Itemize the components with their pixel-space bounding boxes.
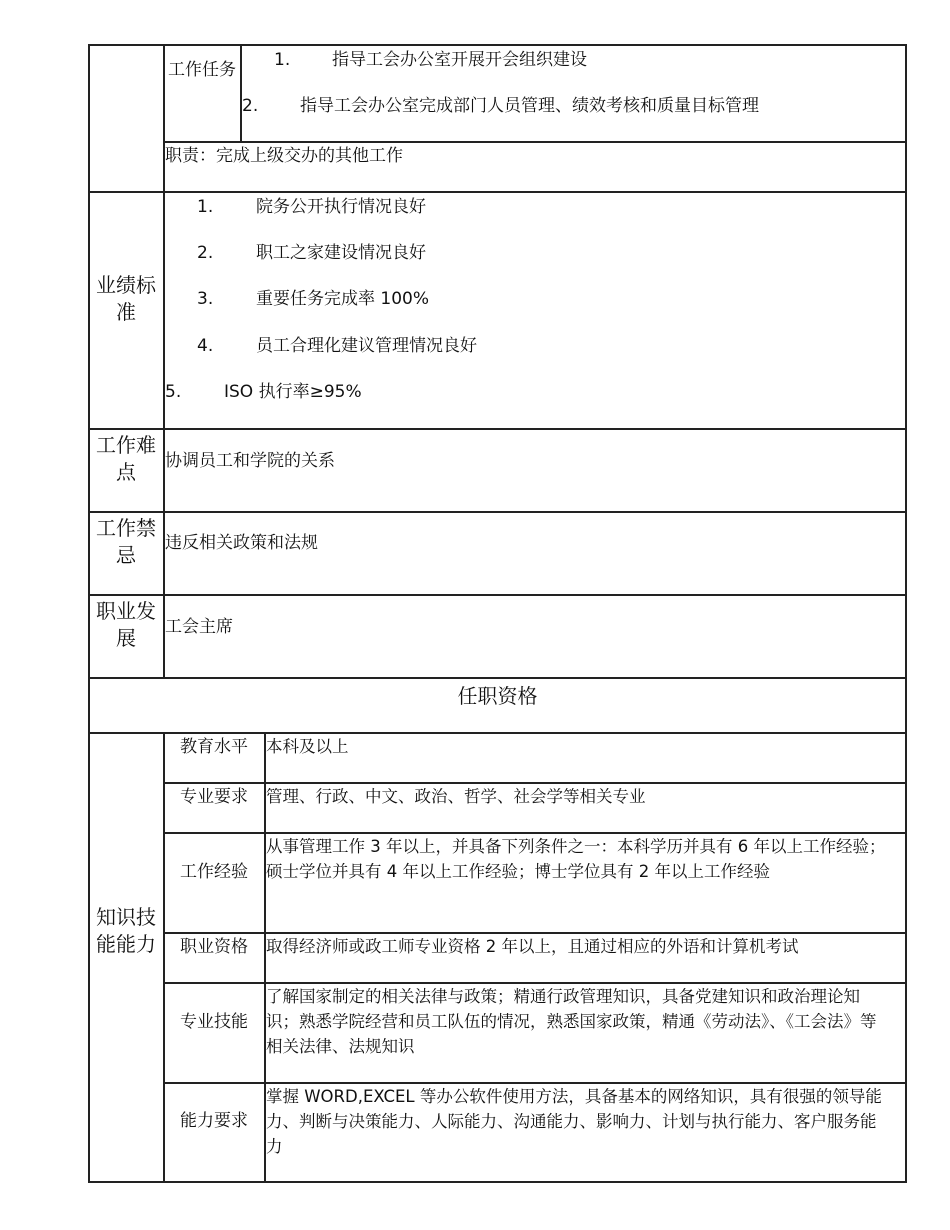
- performance-item-2-text: 职工之家建设情况良好: [256, 243, 426, 263]
- task-item-2-text: 指导工会办公室完成部门人员管理、绩效考核和质量目标管理: [300, 96, 759, 116]
- difficulty-label: [96, 432, 156, 486]
- qualification-value-education: 本科及以上: [266, 737, 349, 756]
- qualification-label-abilities: 能力要求: [180, 1111, 248, 1131]
- qualification-label-education: 教育水平: [180, 737, 248, 757]
- task-item-1-text: 指导工会办公室开展开会组织建设: [332, 50, 587, 70]
- prohibition-text: 违反相关政策和法规: [165, 533, 318, 553]
- task-item-1: [274, 49, 587, 71]
- performance-item-4-text: 员工合理化建议管理情况良好: [256, 336, 477, 356]
- performance-item-3-number: 3.: [197, 289, 214, 309]
- other-duty: 职责：完成上级交办的其他工作: [165, 146, 403, 166]
- qualifications-title: 任职资格: [457, 684, 538, 708]
- performance-item-1-number: 1.: [197, 197, 214, 217]
- performance-item-3: [197, 288, 429, 310]
- performance-item-3-text: 重要任务完成率 100%: [256, 289, 430, 309]
- qualification-label-major: 专业要求: [180, 787, 248, 807]
- difficulty-label-text: 工作难点: [96, 433, 156, 484]
- performance-item-5-text: ISO 执行率≥95%: [224, 382, 362, 402]
- prohibition-label: [96, 515, 156, 569]
- task-item-2-number: 2.: [242, 96, 259, 116]
- performance-item-1-text: 院务公开执行情况良好: [256, 197, 426, 217]
- qualification-label-skills: 专业技能: [180, 1012, 248, 1032]
- qualification-value-experience: 从事管理工作 3 年以上，并具备下列条件之一：本科学历并具有 6 年以上工作经验；硕士学位并具有 4 年以上工作经验；博士学位具有 2 年以上工作经验: [266, 837, 886, 881]
- task-label: [165, 58, 239, 82]
- performance-item-2: [197, 242, 426, 264]
- career-text: 工会主席: [165, 617, 233, 637]
- qualification-label-experience: 工作经验: [180, 862, 248, 882]
- qualification-value-certification: 取得经济师或政工师专业资格 2 年以上，且通过相应的外语和计算机考试: [266, 937, 799, 956]
- task-item-1-number: 1.: [274, 50, 291, 70]
- task-label-text: 工作任务: [168, 60, 236, 80]
- qualification-value-skills: 了解国家制定的相关法律与政策；精通行政管理知识，具备党建知识和政治理论知识；熟悉学院经营和员工队伍的情况，熟悉国家政策，精通《劳动法》、《工会法》等相关法律、法规知识: [266, 987, 877, 1056]
- performance-item-4: [197, 335, 477, 357]
- performance-item-4-number: 4.: [197, 336, 214, 356]
- performance-item-2-number: 2.: [197, 243, 214, 263]
- performance-label-text: 业绩标准: [96, 273, 156, 324]
- prohibition-label-text: 工作禁忌: [96, 516, 156, 567]
- qualifications-group-label-text: 知识技能能力: [96, 905, 156, 956]
- performance-label: [96, 272, 156, 326]
- performance-item-5: [165, 381, 362, 403]
- performance-item-1: [197, 196, 426, 218]
- task-item-2: [242, 95, 759, 117]
- career-label: [96, 598, 156, 652]
- career-label-text: 职业发展: [96, 599, 156, 650]
- qualification-value-major: 管理、行政、中文、政治、哲学、社会学等相关专业: [266, 787, 646, 806]
- qualifications-group-label: [96, 904, 156, 958]
- performance-item-5-number: 5.: [165, 382, 182, 402]
- qualification-label-certification: 职业资格: [180, 937, 248, 957]
- difficulty-text: 协调员工和学院的关系: [165, 451, 335, 471]
- qualification-value-abilities: 掌握 WORD,EXCEL 等办公软件使用方法，具备基本的网络知识，具有很强的领导能力、判断与决策能力、人际能力、沟通能力、影响力、计划与执行能力、客户服务能力: [266, 1087, 882, 1156]
